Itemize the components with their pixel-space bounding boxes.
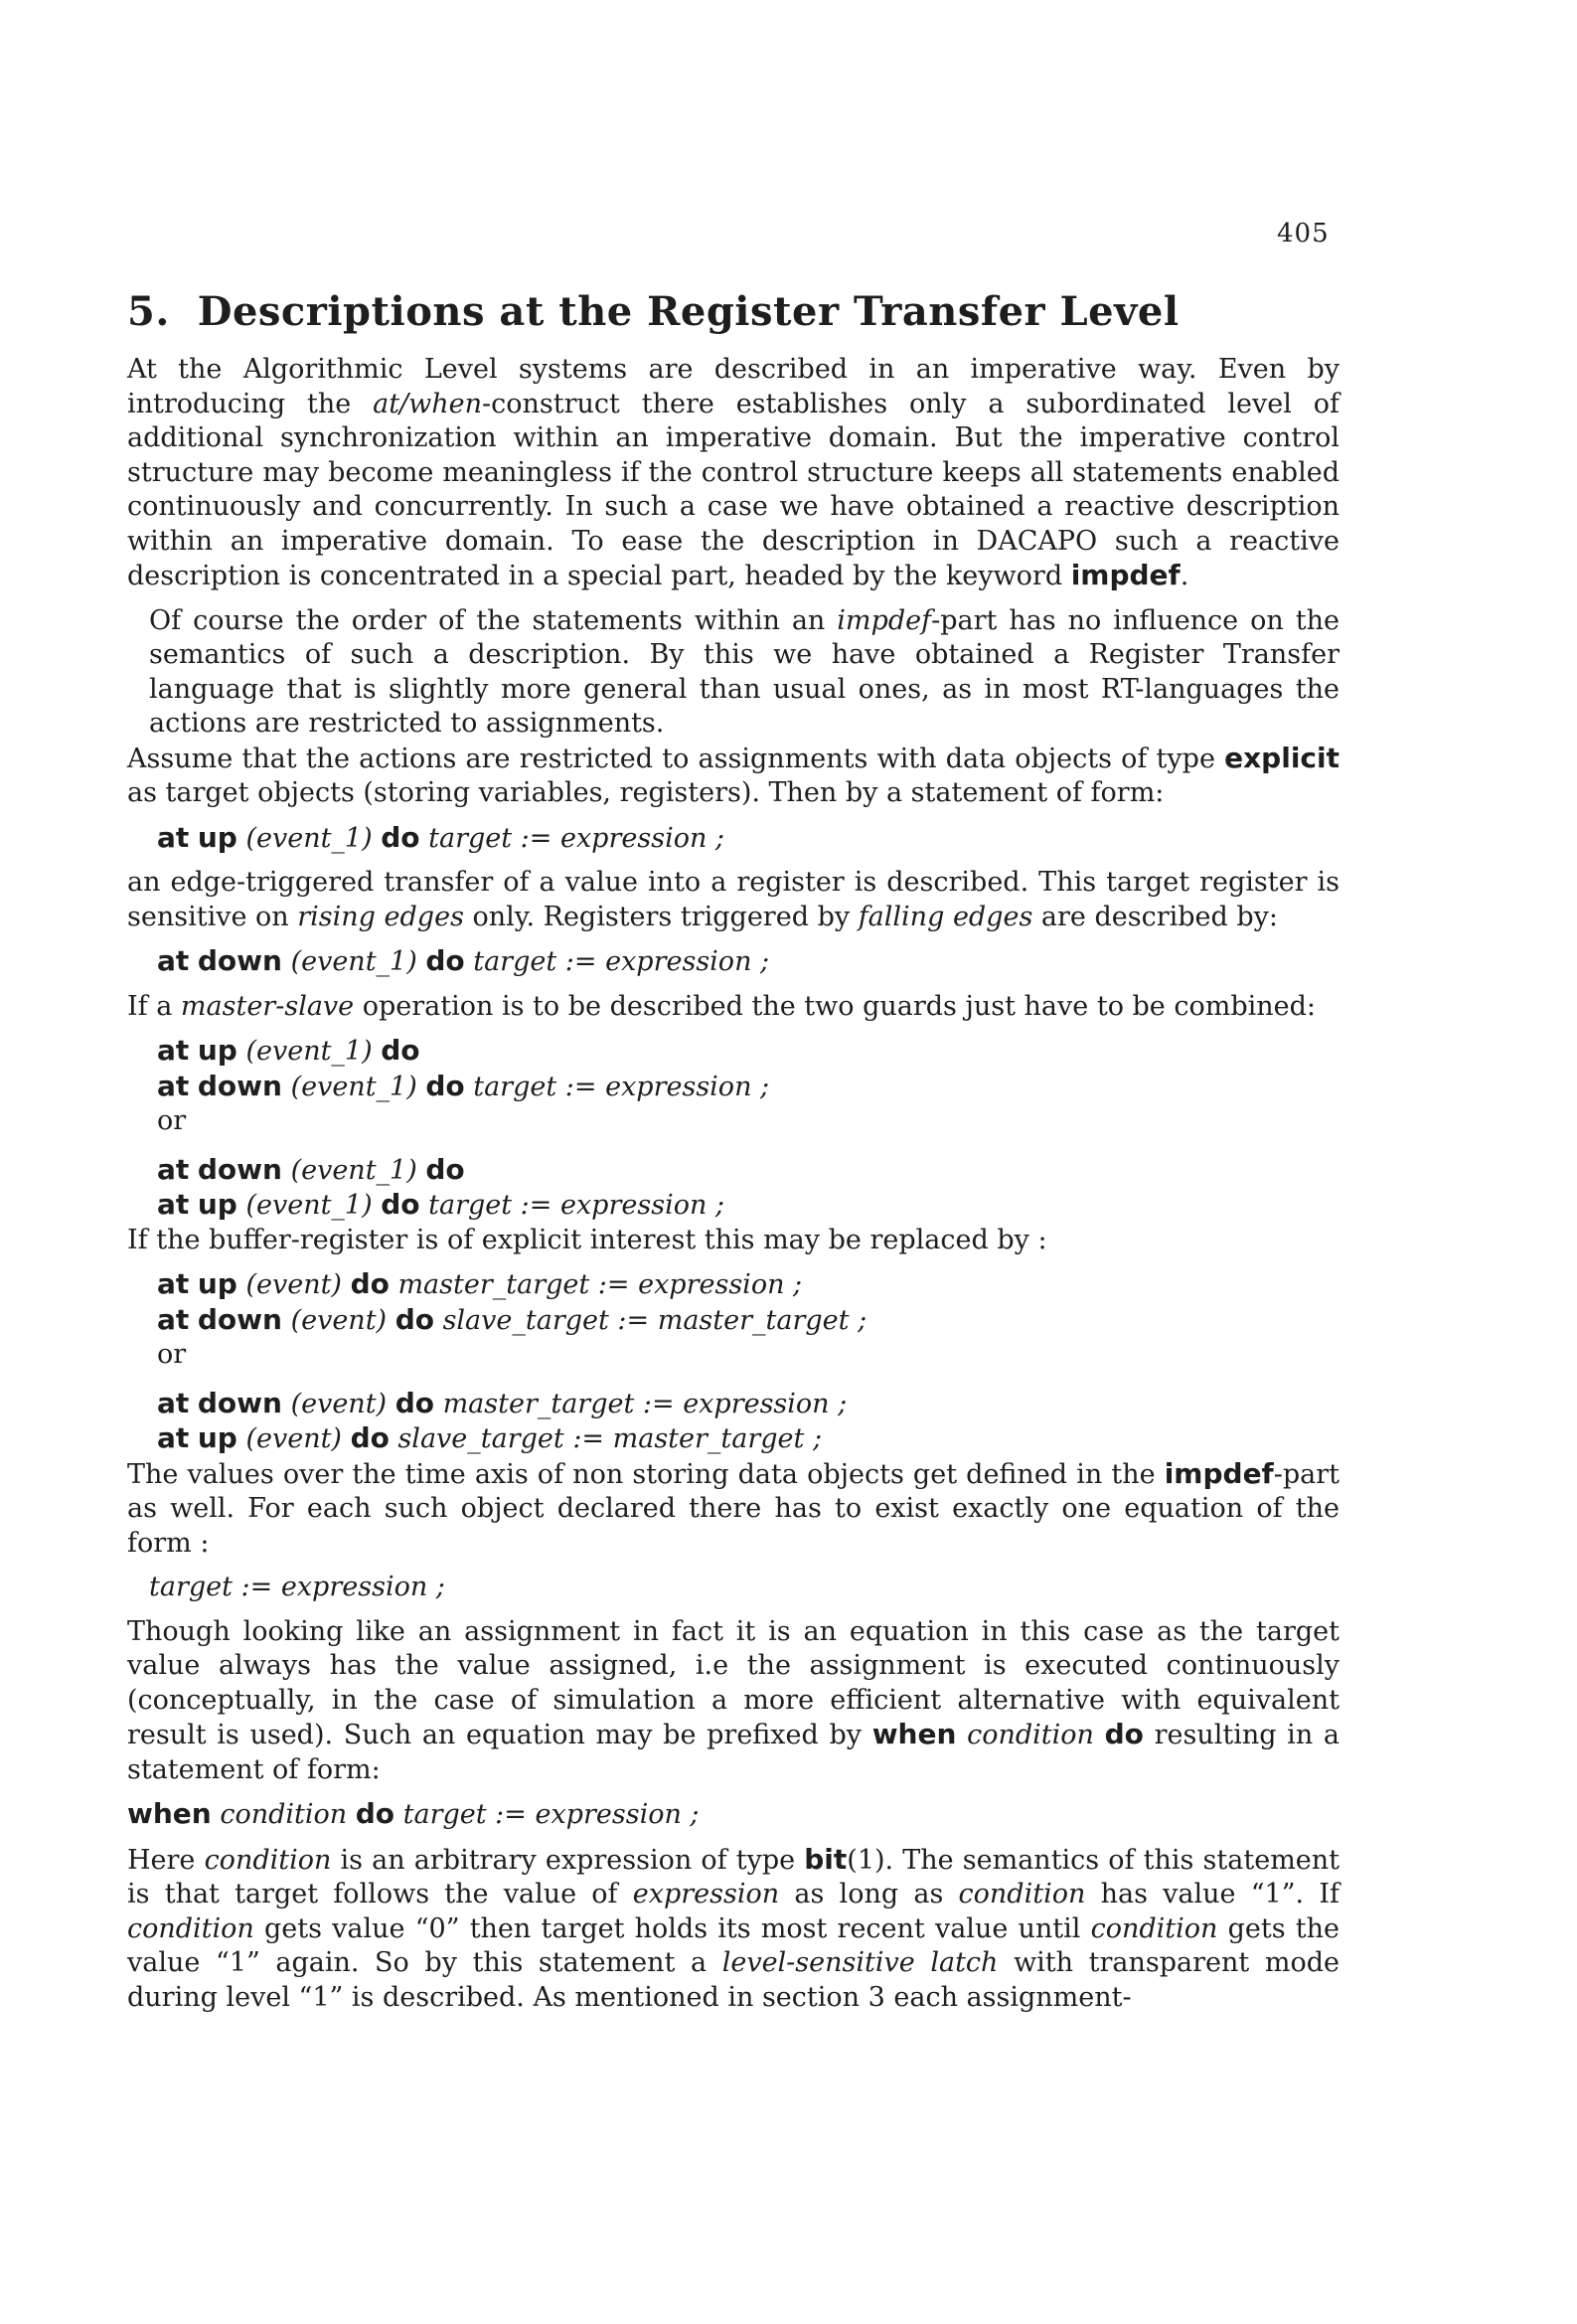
paragraph-impdef-order: Of course the order of the statements within an impdef-part has no influence on the semantics of such a description. By this we have obtained a Register Transfer language that is slightly more general than usual ones, as in most RT-languages the actions are restricted to assignments.: [149, 604, 1340, 739]
paragraph-non-storing: The values over the time axis of non storing data objects get defined in the impdef-part as well. For each such object declared there has to exist exactly one equation of the form :: [127, 1456, 1340, 1559]
or-separator: or: [157, 1339, 187, 1370]
or-separator: or: [157, 1105, 187, 1136]
code-when: when condition do target := expression ;: [127, 1797, 700, 1830]
paragraph-explicit: Assume that the actions are restricted to assignments with data objects of type explicit as target objects (storing variables, registers). Then by a statement of form:: [127, 741, 1340, 808]
code-master-slave-1: at up (event_1) do at down (event_1) do target := expression ; or: [157, 1034, 1340, 1139]
code-buffer-1: at up (event) do master_target := expression ; at down (event) do slave_target := master_target ; or: [157, 1267, 1340, 1373]
section-title: Descriptions at the Register Transfer Level: [197, 288, 1180, 335]
code-master-slave-2: at down (event_1) do at up (event_1) do target := expression ;: [157, 1152, 725, 1221]
code-equation: target := expression ;: [149, 1572, 445, 1602]
paragraph-latch: Here condition is an arbitrary expression of type bit(1). The semantics of this statement is that target follows the value of expression as long as condition has value “1”. If condition gets value “0” then target holds its most recent value until condition gets the value “1” again. So by this statement a level-sensitive latch with transparent mode during level “1” is described. As mentioned in section 3 each assignment-: [127, 1842, 1340, 2013]
paragraph-edge-triggered: an edge-triggered transfer of a value into a register is described. This target register is sensitive on rising edges only. Registers triggered by falling edges are described by:: [127, 867, 1340, 932]
page-number: 405: [1277, 219, 1330, 249]
paragraph-equation: Though looking like an assignment in fact it is an equation in this case as the target value always has the value assigned, i.e the assignment is executed continuously (conceptually, in the case of simulation a more efficient alternative with equivalent result is used). Such an equation may be prefixed by when condition do resulting in a statement of form:: [127, 1615, 1340, 1785]
section-heading: [127, 288, 1180, 335]
section-number: 5.: [127, 288, 170, 335]
paragraph-intro: At the Algorithmic Level systems are described in an imperative way. Even by introducing the at/when-construct there establishes only a subordinated level of additional synchronization within an imperative domain. But the imperative control structure may become meaningless if the control structure keeps all statements enabled continuously and concurrently. In such a case we have obtained a reactive description within an imperative domain. To ease the description in DACAPO such a reactive description is concentrated in a special part, headed by the keyword impdef.: [127, 354, 1340, 591]
paragraph-buffer-register: If the buffer-register is of explicit interest this may be replaced by :: [127, 1224, 1047, 1255]
code-buffer-2: at down (event) do master_target := expression ; at up (event) do slave_target := master_target ;: [157, 1386, 848, 1454]
code-at-down: at down (event_1) do target := expression ;: [157, 944, 770, 977]
code-at-up: at up (event_1) do target := expression ;: [157, 820, 725, 854]
paragraph-master-slave: If a master-slave operation is to be described the two guards just have to be combined:: [127, 990, 1317, 1022]
body-text: [127, 353, 1340, 2015]
